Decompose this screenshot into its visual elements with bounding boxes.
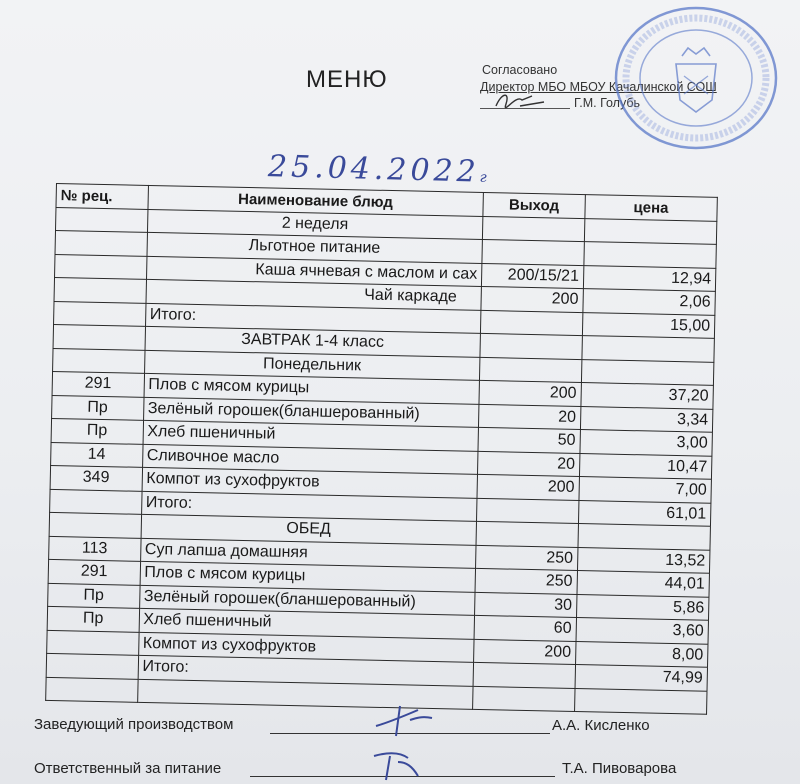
row-rec: 14 (51, 442, 143, 467)
row-out: 50 (478, 427, 580, 453)
row-name: Хлеб пшеничный (143, 420, 479, 451)
row-name: Зелёный горошек(бланшерованный) (139, 585, 475, 616)
row-name: Чай каркаде (146, 279, 482, 310)
responsible-label: Ответственный за питание (34, 760, 222, 777)
row-price: 3,34 (580, 406, 713, 432)
row-price: 8,00 (575, 641, 708, 667)
date-value: 25.04.2022 (267, 149, 481, 190)
row-name: Плов с мясом курицы (144, 373, 480, 404)
row-name: Зелёный горошек(бланшерованный) (143, 397, 479, 428)
row-price: 13,52 (577, 547, 710, 573)
total-label: Итого: (145, 303, 481, 334)
row-price: 44,01 (577, 571, 710, 597)
row-name: Компот из сухофруктов (142, 467, 478, 498)
total-value: 61,01 (578, 500, 711, 526)
row-rec: Пр (51, 418, 143, 443)
approval-director-name: Г.М. Голубь (574, 96, 641, 110)
row-out: 250 (476, 545, 578, 571)
director-signature (492, 88, 552, 112)
menu-table (45, 183, 718, 715)
section-title: ЗАВТРАК 1-4 класс (145, 326, 481, 357)
row-out: 200 (481, 286, 583, 312)
row-price: 2,06 (583, 289, 716, 315)
row-name: Плов с мясом курицы (140, 561, 476, 592)
row-out: 20 (478, 451, 580, 477)
approval-label: Согласовано (482, 63, 558, 77)
responsible-name: Т.А. Пивоварова (562, 760, 677, 777)
row-out: 200 (479, 380, 581, 406)
row-out: 250 (475, 568, 577, 594)
row-rec (54, 277, 146, 302)
row-out: 200 (474, 639, 576, 665)
row-rec: 291 (52, 371, 144, 396)
row-price: 12,94 (583, 265, 716, 291)
row-price: 5,86 (576, 594, 709, 620)
row-out: 20 (479, 404, 581, 430)
row-name: Сливочное масло (142, 444, 478, 475)
row-name: Хлеб пшеничный (139, 608, 475, 639)
row-name: Компот из сухофруктов (138, 632, 474, 663)
row-price: 7,00 (579, 477, 712, 503)
manager-signature (370, 702, 440, 738)
row-rec (47, 630, 139, 655)
row-rec: Пр (48, 583, 140, 608)
week-label: 2 неделя (147, 209, 483, 240)
column-header-rec: № рец. (56, 184, 148, 209)
responsible-signature (368, 748, 428, 782)
row-rec: Пр (52, 395, 144, 420)
row-rec: 291 (48, 559, 140, 584)
row-rec: Пр (47, 606, 139, 631)
column-header-out: Выход (483, 192, 585, 218)
row-price: 37,20 (581, 383, 714, 409)
row-price: 3,60 (576, 617, 709, 643)
manager-name: А.А. Кисленко (552, 717, 650, 734)
total-value: 74,99 (575, 664, 708, 690)
row-name: Каша ячневая с маслом и сах (146, 256, 482, 287)
row-rec (55, 254, 147, 279)
section-title: ОБЕД (141, 514, 477, 545)
column-header-name: Наименование блюд (147, 185, 483, 216)
manager-label: Заведующий производством (34, 716, 234, 733)
row-out: 30 (475, 592, 577, 618)
total-value: 15,00 (582, 312, 715, 338)
column-header-price: цена (585, 195, 718, 221)
date-suffix: г (479, 169, 491, 186)
page-title: МЕНЮ (306, 66, 388, 93)
day-label: Понедельник (144, 350, 480, 381)
row-out: 60 (474, 615, 576, 641)
total-label: Итого: (138, 655, 474, 686)
row-price: 3,00 (580, 430, 713, 456)
row-out: 200/15/21 (482, 263, 584, 289)
row-name: Суп лапша домашняя (140, 538, 476, 569)
approval-director: Директор МБО МБОУ Качалинской СОШ (480, 80, 717, 94)
total-label: Итого: (141, 491, 477, 522)
row-out: 200 (477, 474, 579, 500)
row-rec: 113 (49, 536, 141, 561)
section-title: Льготное питание (147, 232, 483, 263)
row-price: 10,47 (579, 453, 712, 479)
handwritten-date (268, 149, 492, 190)
official-stamp (612, 4, 782, 154)
row-rec: 349 (50, 465, 142, 490)
